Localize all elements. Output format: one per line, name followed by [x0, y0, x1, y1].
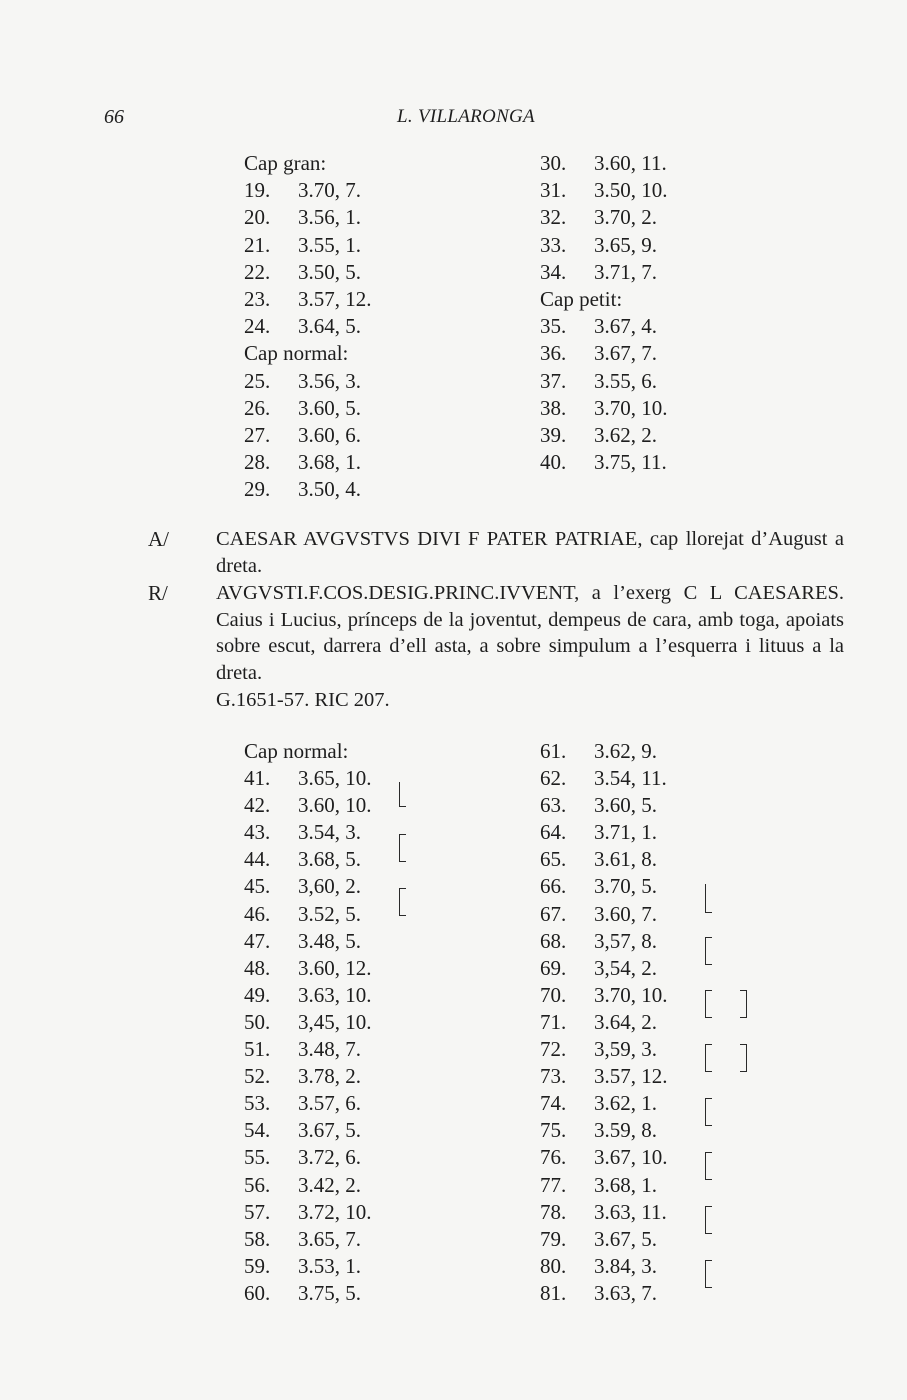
entry-number: 79. — [540, 1226, 567, 1251]
catalogue-entry — [244, 846, 372, 873]
entry-weight-axis: 3.70, 5. — [594, 874, 657, 899]
catalogue-entry — [540, 177, 668, 204]
entry-weight-axis: 3.71, 7. — [594, 259, 657, 284]
entry-weight-axis: 3.63, 7. — [594, 1280, 657, 1305]
entry-weight-axis: 3.48, 7. — [298, 1037, 361, 1062]
catalogue-entry — [540, 1172, 668, 1199]
entry-weight-axis: 3.57, 12. — [298, 286, 372, 311]
entry-weight-axis: 3.59, 8. — [594, 1118, 657, 1143]
entry-weight-axis: 3.68, 1. — [298, 450, 361, 475]
catalogue-entry — [244, 449, 372, 476]
entry-weight-axis: 3.60, 11. — [594, 151, 667, 175]
table1-right-column — [540, 150, 668, 476]
entry-weight-axis: 3.60, 10. — [298, 793, 372, 818]
entry-weight-axis: 3.67, 4. — [594, 314, 657, 339]
entry-number: 62. — [540, 766, 567, 791]
entry-number: 29. — [244, 477, 271, 502]
entry-weight-axis: 3.56, 3. — [298, 368, 361, 393]
catalogue-entry — [540, 846, 668, 873]
catalogue-entry — [540, 1144, 668, 1171]
catalogue-entry — [244, 1009, 372, 1036]
entry-number: 36. — [540, 341, 567, 366]
entry-number: 72. — [540, 1037, 567, 1062]
entry-number: 69. — [540, 955, 567, 980]
catalogue-entry — [540, 449, 668, 476]
entry-number: 24. — [244, 314, 271, 339]
entry-number: 51. — [244, 1037, 271, 1062]
entry-number: 27. — [244, 422, 271, 447]
entry-weight-axis: 3.72, 10. — [298, 1199, 372, 1224]
catalogue-entry — [244, 395, 372, 422]
die-link-bracket — [399, 782, 406, 807]
group-heading: Cap normal: — [244, 341, 349, 366]
table1-left-column — [244, 150, 372, 503]
die-link-bracket — [740, 1044, 747, 1072]
group-heading: Cap petit: — [540, 286, 623, 311]
entry-weight-axis: 3.42, 2. — [298, 1172, 361, 1197]
catalogue-entry — [540, 259, 668, 286]
entry-weight-axis: 3.62, 1. — [594, 1091, 657, 1116]
entry-number: 68. — [540, 928, 567, 953]
entry-number: 70. — [540, 982, 567, 1007]
table2-right-column — [540, 738, 668, 1307]
entry-weight-axis: 3,45, 10. — [298, 1009, 372, 1034]
entry-weight-axis: 3.53, 1. — [298, 1253, 361, 1278]
catalogue-entry — [244, 1172, 372, 1199]
catalogue-entry — [540, 1253, 668, 1280]
catalogue-entry — [244, 1036, 372, 1063]
entry-number: 75. — [540, 1118, 567, 1143]
entry-weight-axis: 3.54, 11. — [594, 766, 667, 791]
entry-number: 65. — [540, 847, 567, 872]
entry-number: 19. — [244, 178, 271, 203]
entry-number: 53. — [244, 1091, 271, 1116]
entry-number: 33. — [540, 232, 567, 257]
entry-number: 67. — [540, 901, 567, 926]
entry-number: 45. — [244, 874, 271, 899]
entry-weight-axis: 3.65, 7. — [298, 1226, 361, 1251]
entry-weight-axis: 3.60, 5. — [298, 395, 361, 420]
entry-weight-axis: 3.68, 1. — [594, 1172, 657, 1197]
entry-number: 31. — [540, 178, 567, 203]
entry-weight-axis: 3.64, 2. — [594, 1009, 657, 1034]
die-link-bracket — [705, 990, 712, 1018]
die-link-bracket — [705, 1206, 712, 1234]
entry-number: 41. — [244, 766, 271, 791]
entry-weight-axis: 3.60, 7. — [594, 901, 657, 926]
entry-number: 30. — [540, 151, 567, 175]
catalogue-entry — [244, 1090, 372, 1117]
entry-weight-axis: 3.65, 9. — [594, 232, 657, 257]
die-link-bracket — [740, 990, 747, 1018]
entry-number: 76. — [540, 1145, 567, 1170]
die-link-bracket — [705, 1260, 712, 1288]
catalogue-entry — [244, 1063, 372, 1090]
entry-number: 25. — [244, 368, 271, 393]
entry-weight-axis: 3.50, 4. — [298, 477, 361, 502]
catalogue-entry — [244, 819, 372, 846]
entry-weight-axis: 3.57, 12. — [594, 1064, 668, 1089]
catalogue-entry — [540, 901, 668, 928]
entry-number: 42. — [244, 793, 271, 818]
catalogue-entry — [244, 1199, 372, 1226]
catalogue-entry — [244, 1144, 372, 1171]
entry-weight-axis: 3.75, 11. — [594, 450, 667, 475]
entry-number: 50. — [244, 1009, 271, 1034]
catalogue-entry — [540, 340, 668, 367]
entry-weight-axis: 3.55, 1. — [298, 232, 361, 257]
catalogue-entry — [244, 873, 372, 900]
entry-weight-axis: 3,59, 3. — [594, 1037, 657, 1062]
catalogue-entry — [540, 204, 668, 231]
entry-number: 54. — [244, 1118, 271, 1143]
reverse-description: AVGVSTI.F.COS.DESIG.PRINC.IVVENT, a l’exerg C L CAESARES. Caius i Lucius, prínceps de la joventut, dempeus de cara, amb toga, apoiats sobre escut, darrera d’ell asta, a sobre simpulum a l’esquerra i lituus a la dreta. — [216, 582, 844, 684]
die-link-bracket — [399, 834, 406, 862]
entry-number: 61. — [540, 739, 567, 763]
catalogue-entry — [540, 982, 668, 1009]
catalogue-entry — [244, 177, 372, 204]
catalogue-entry — [244, 476, 372, 503]
catalogue-entry — [540, 1199, 668, 1226]
entry-weight-axis: 3,54, 2. — [594, 955, 657, 980]
entry-weight-axis: 3.62, 2. — [594, 422, 657, 447]
catalogue-entry — [540, 1063, 668, 1090]
entry-weight-axis: 3.65, 10. — [298, 766, 372, 791]
entry-weight-axis: 3.52, 5. — [298, 901, 361, 926]
entry-number: 77. — [540, 1172, 567, 1197]
catalogue-entry — [244, 955, 372, 982]
catalogue-entry — [540, 395, 668, 422]
entry-number: 39. — [540, 422, 567, 447]
entry-number: 80. — [540, 1253, 567, 1278]
catalogue-entry — [540, 313, 668, 340]
entry-number: 49. — [244, 982, 271, 1007]
entry-number: 71. — [540, 1009, 567, 1034]
entry-weight-axis: 3.70, 10. — [594, 395, 668, 420]
catalogue-entry — [540, 368, 668, 395]
entry-number: 38. — [540, 395, 567, 420]
catalogue-entry — [244, 313, 372, 340]
entry-weight-axis: 3.55, 6. — [594, 368, 657, 393]
entry-weight-axis: 3.54, 3. — [298, 820, 361, 845]
die-link-bracket — [705, 1152, 712, 1180]
catalogue-entry — [540, 1117, 668, 1144]
entry-number: 37. — [540, 368, 567, 393]
catalogue-entry — [540, 1280, 668, 1307]
catalogue-entry — [540, 819, 668, 846]
entry-number: 66. — [540, 874, 567, 899]
entry-weight-axis: 3.78, 2. — [298, 1064, 361, 1089]
catalogue-entry — [244, 1280, 372, 1307]
catalogue-entry — [540, 955, 668, 982]
catalogue-entry — [540, 1009, 668, 1036]
catalogue-entry — [540, 1090, 668, 1117]
entry-weight-axis: 3.84, 3. — [594, 1253, 657, 1278]
entry-number: 57. — [244, 1199, 271, 1224]
catalogue-entry — [540, 232, 668, 259]
entry-weight-axis: 3.68, 5. — [298, 847, 361, 872]
entry-weight-axis: 3.57, 6. — [298, 1091, 361, 1116]
die-link-bracket — [399, 888, 406, 916]
entry-number: 63. — [540, 793, 567, 818]
die-link-bracket — [705, 1098, 712, 1126]
entry-weight-axis: 3.67, 5. — [594, 1226, 657, 1251]
entry-number: 64. — [540, 820, 567, 845]
entry-number: 44. — [244, 847, 271, 872]
catalogue-entry — [244, 204, 372, 231]
entry-number: 32. — [540, 205, 567, 230]
entry-weight-axis: 3.56, 1. — [298, 205, 361, 230]
catalogue-entry — [244, 1253, 372, 1280]
entry-weight-axis: 3.67, 10. — [594, 1145, 668, 1170]
entry-number: 81. — [540, 1280, 567, 1305]
entry-number: 28. — [244, 450, 271, 475]
entry-weight-axis: 3.70, 2. — [594, 205, 657, 230]
entry-number: 59. — [244, 1253, 271, 1278]
entry-weight-axis: 3.71, 1. — [594, 820, 657, 845]
catalogue-entry — [244, 1226, 372, 1253]
catalogue-entry — [540, 422, 668, 449]
catalogue-entry — [244, 368, 372, 395]
entry-weight-axis: 3,57, 8. — [594, 928, 657, 953]
obverse-label: A/ — [148, 527, 169, 551]
catalogue-entry — [244, 422, 372, 449]
catalogue-entry — [540, 765, 668, 792]
entry-weight-axis: 3.60, 5. — [594, 793, 657, 818]
entry-number: 56. — [244, 1172, 271, 1197]
obverse-description: CAESAR AVGVSTVS DIVI F PATER PATRIAE, cap llorejat d’August a dreta. — [216, 528, 844, 577]
entry-weight-axis: 3.60, 12. — [298, 955, 372, 980]
catalogue-entry — [540, 1226, 668, 1253]
entry-number: 55. — [244, 1145, 271, 1170]
entry-number: 48. — [244, 955, 271, 980]
entry-number: 52. — [244, 1064, 271, 1089]
entry-number: 43. — [244, 820, 271, 845]
entry-number: 26. — [244, 395, 271, 420]
entry-number: 34. — [540, 259, 567, 284]
catalogue-entry — [540, 928, 668, 955]
die-link-bracket — [705, 1044, 712, 1072]
page-number: 66 — [104, 106, 124, 128]
catalogue-entry — [244, 792, 372, 819]
catalogue-entry — [244, 286, 372, 313]
die-link-bracket — [705, 884, 712, 913]
entry-number: 73. — [540, 1064, 567, 1089]
catalogue-entry — [540, 150, 668, 177]
entry-number: 21. — [244, 232, 271, 257]
entry-weight-axis: 3.67, 5. — [298, 1118, 361, 1143]
entry-number: 78. — [540, 1199, 567, 1224]
entry-weight-axis: 3.50, 5. — [298, 259, 361, 284]
catalogue-entry — [540, 873, 668, 900]
entry-weight-axis: 3.64, 5. — [298, 314, 361, 339]
entry-number: 47. — [244, 928, 271, 953]
catalogue-entry — [540, 792, 668, 819]
entry-number: 22. — [244, 259, 271, 284]
entry-number: 23. — [244, 286, 271, 311]
catalogue-entry — [244, 982, 372, 1009]
catalogue-entry — [540, 1036, 668, 1063]
running-head: L. VILLARONGA — [397, 106, 535, 127]
reverse-label: R/ — [148, 581, 168, 605]
entry-weight-axis: 3.70, 7. — [298, 178, 361, 203]
entry-weight-axis: 3.62, 9. — [594, 739, 657, 763]
entry-number: 46. — [244, 901, 271, 926]
entry-weight-axis: 3,60, 2. — [298, 874, 361, 899]
entry-weight-axis: 3.70, 10. — [594, 982, 668, 1007]
entry-weight-axis: 3.48, 5. — [298, 928, 361, 953]
entry-weight-axis: 3.75, 5. — [298, 1280, 361, 1305]
group-heading: Cap gran: — [244, 151, 327, 175]
table2-left-column — [244, 738, 372, 1307]
entry-weight-axis: 3.61, 8. — [594, 847, 657, 872]
entry-number: 60. — [244, 1280, 271, 1305]
catalogue-entry — [244, 928, 372, 955]
catalogue-reference: G.1651-57. RIC 207. — [216, 689, 390, 711]
entry-weight-axis: 3.72, 6. — [298, 1145, 361, 1170]
catalogue-entry — [244, 259, 372, 286]
catalogue-entry — [244, 1117, 372, 1144]
entry-weight-axis: 3.60, 6. — [298, 422, 361, 447]
catalogue-entry — [540, 738, 668, 765]
catalogue-entry — [244, 232, 372, 259]
catalogue-entry — [244, 765, 372, 792]
entry-number: 20. — [244, 205, 271, 230]
entry-weight-axis: 3.63, 11. — [594, 1199, 667, 1224]
die-link-bracket — [705, 937, 712, 965]
entry-number: 58. — [244, 1226, 271, 1251]
entry-number: 74. — [540, 1091, 567, 1116]
entry-weight-axis: 3.67, 7. — [594, 341, 657, 366]
entry-number: 40. — [540, 450, 567, 475]
catalogue-entry — [244, 901, 372, 928]
entry-weight-axis: 3.50, 10. — [594, 178, 668, 203]
group-heading: Cap normal: — [244, 739, 349, 763]
entry-number: 35. — [540, 314, 567, 339]
entry-weight-axis: 3.63, 10. — [298, 982, 372, 1007]
